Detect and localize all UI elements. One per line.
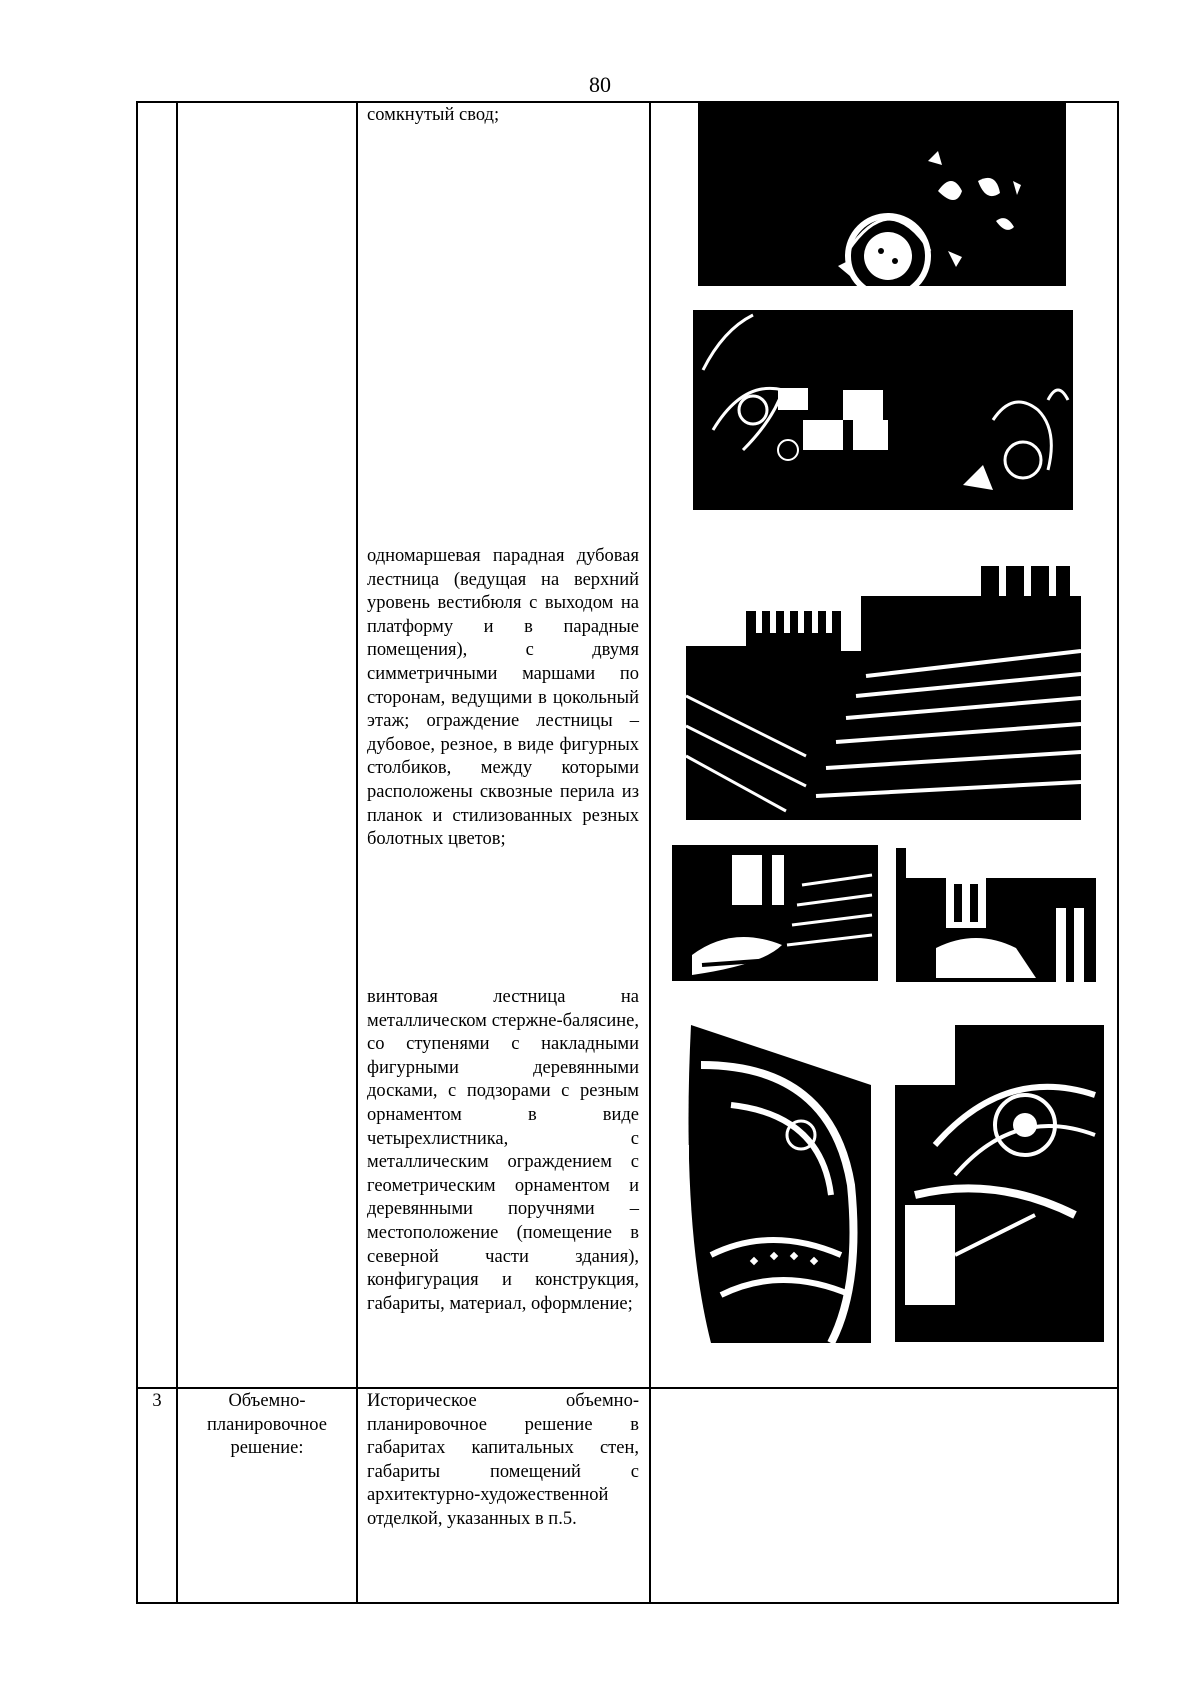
side-stair-right-photo — [896, 848, 1096, 982]
row-number: 3 — [152, 1391, 162, 1411]
col-border-left — [136, 101, 138, 1604]
col-border-right — [1117, 101, 1119, 1604]
col-divider-2 — [356, 101, 358, 1604]
spiral-staircase-description: винтовая лестница на металлическом стержне-балясине, со ступенями с накладными фигурными деревянными досками, с подзорами с резным орнаментом в виде четырехлистника, с металлическим ограждением с геометрическим орнаментом и деревянными поручнями – местоположение (помещение в северной части здания), конфигурация и конструкция, габариты, материал, оформление; — [367, 987, 639, 1314]
table-bottom-border — [136, 1602, 1119, 1604]
col-divider-1 — [176, 101, 178, 1604]
row-name: Объемно-планировочное решение: — [207, 1391, 327, 1459]
main-staircase-photo — [686, 556, 1081, 820]
side-stair-left-photo — [672, 845, 878, 981]
spiral-stair-right-photo — [895, 1025, 1104, 1342]
col-divider-3 — [649, 101, 651, 1604]
vault-ceiling-photo — [698, 101, 1066, 286]
page-number: 80 — [589, 72, 611, 97]
vault-ornament-photo — [693, 310, 1073, 510]
main-staircase-description: одномаршевая парадная дубовая лестница (ведущая на верхний уровень вестибюля с выходом на платформу и в парадные помещения), с двумя симметричными маршами по сторонам, ведущими в цокольный этаж; ограждение лестницы – дубовое, резное, в виде фигурных столбиков, между которыми расположены сквозные перила из планок и стилизованных резных болотных цветов; — [367, 546, 639, 850]
row-divider — [136, 1387, 1119, 1389]
spiral-stair-left-photo — [671, 1025, 877, 1343]
row-description: Историческое объемно-планировочное решение в габаритах капитальных стен, габариты помещений с архитектурно-художественной отделкой, указанных в п.5. — [367, 1391, 639, 1529]
vault-description: сомкнутый свод; — [367, 105, 500, 125]
